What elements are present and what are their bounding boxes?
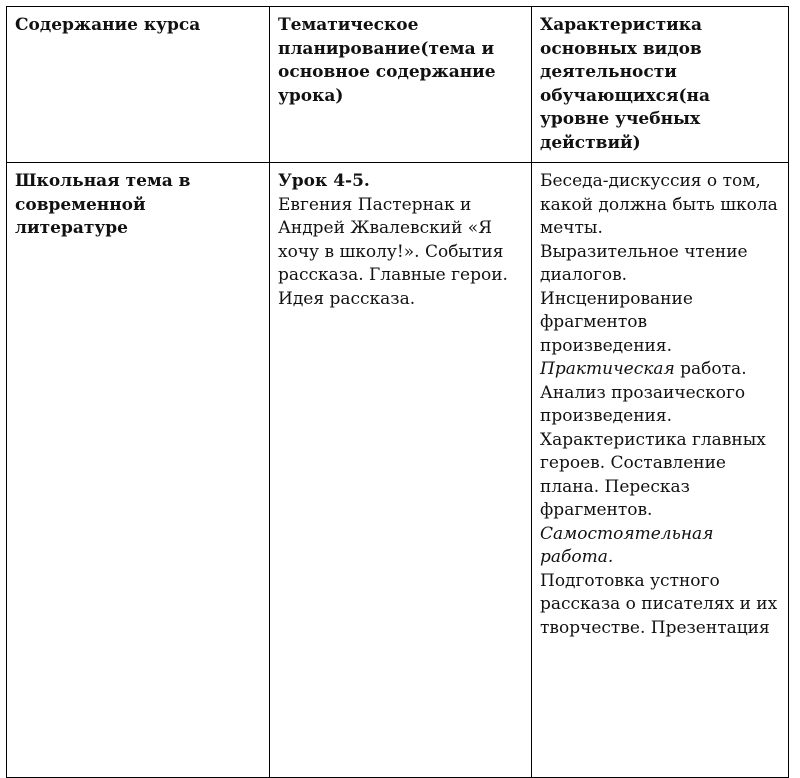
- header-activity-characteristics: Характеристика основных видов деятельности обучающихся(на уровне учебных действий): [532, 7, 789, 163]
- activity-item: Характеристика главных героев. Составление плана. Пересказ фрагментов.: [540, 429, 766, 520]
- activity-item: Подготовка устного рассказа о писателях и их творчестве. Презентация: [540, 570, 778, 638]
- activity-item: Самостоятельная работа.: [540, 523, 714, 567]
- activities-cell: [532, 163, 789, 778]
- activity-item: Инсценирование фрагментов произведения.: [540, 288, 693, 356]
- course-planning-table: [6, 6, 789, 778]
- lesson-text: Евгения Пастернак и Андрей Жвалевский «Я хочу в школу!». События рассказа. Главные герои. Идея рассказа.: [278, 194, 508, 309]
- header-thematic-planning: Тематическое планирование(тема и основное содержание урока): [270, 7, 532, 163]
- activity-item: Беседа-дискуссия о том, какой должна быть школа мечты.: [540, 171, 778, 238]
- header-course-content: Содержание курса: [7, 7, 270, 163]
- topic-text: Школьная тема в современной литературе: [15, 171, 191, 238]
- lesson-cell: [270, 163, 532, 778]
- table-row: [7, 163, 789, 778]
- activity-item: Выразительное чтение диалогов.: [540, 241, 748, 285]
- activity-item: [540, 358, 780, 382]
- activity-suffix: работа.: [674, 359, 747, 379]
- table-header-row: [7, 7, 789, 163]
- topic-cell: [7, 163, 270, 778]
- lesson-number: Урок 4-5.: [278, 171, 370, 191]
- activity-italic-label: Практическая: [540, 359, 675, 379]
- activity-item: Анализ прозаического произведения.: [540, 382, 746, 426]
